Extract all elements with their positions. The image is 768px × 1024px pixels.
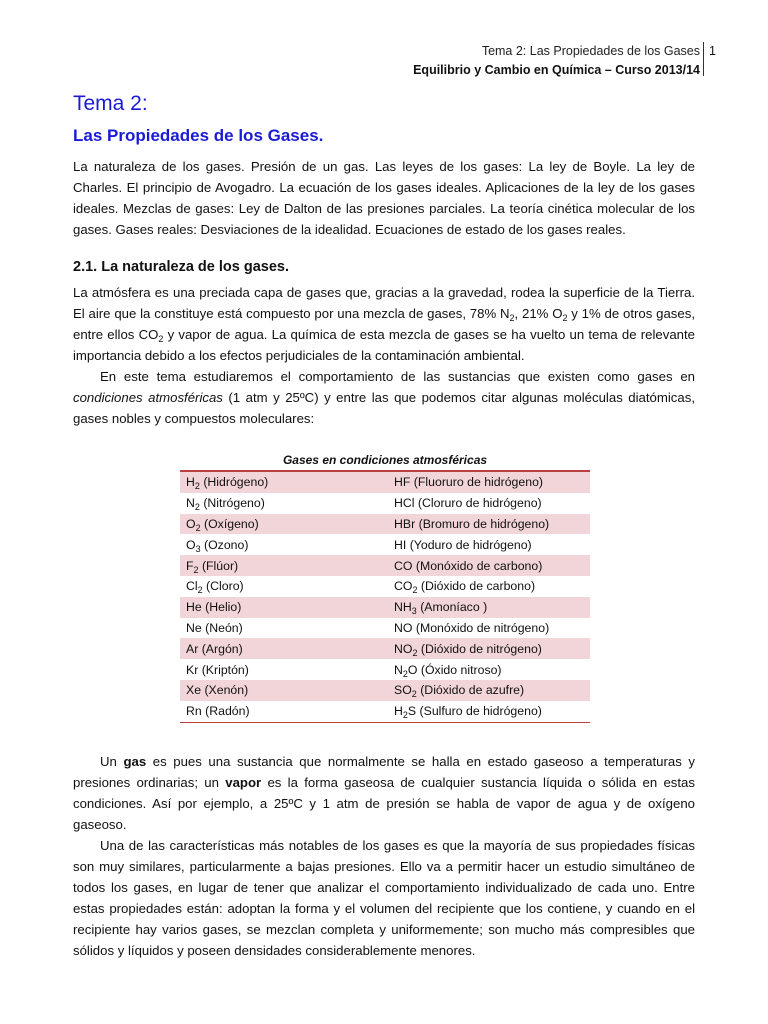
cell-text: NH xyxy=(394,600,412,615)
cell-text: HCl (Cloruro de hidrógeno) xyxy=(394,496,542,511)
header-divider xyxy=(703,42,704,76)
compound-name-cell xyxy=(388,471,590,493)
term-vapor: vapor xyxy=(225,774,262,790)
cell-text: S (Sulfuro de hidrógeno) xyxy=(407,704,542,719)
cell-text: HF (Fluoruro de hidrógeno) xyxy=(394,475,543,490)
cell-text: NO (Monóxido de nitrógeno) xyxy=(394,620,550,635)
subscript: 2 xyxy=(193,564,199,575)
compound-name-cell xyxy=(388,555,590,576)
table-row xyxy=(180,701,590,722)
cell-text: Kr (Kriptón) xyxy=(186,662,249,677)
paragraph-atmosphere xyxy=(73,282,695,366)
compound-name-cell xyxy=(388,534,590,555)
gas-name-cell xyxy=(180,555,388,576)
cell-text: CO xyxy=(394,579,413,594)
gas-name-cell xyxy=(180,471,388,493)
subscript: 2 xyxy=(194,481,200,492)
subscript: 2 xyxy=(411,689,417,700)
subscript: 2 xyxy=(412,647,418,658)
compound-name-cell xyxy=(388,701,590,722)
table-row xyxy=(180,514,590,535)
table-caption: Gases en condiciones atmosféricas xyxy=(282,453,488,467)
table-row xyxy=(180,555,590,576)
subscript: 2 xyxy=(402,710,408,721)
cell-text: N xyxy=(394,662,403,677)
chapter-summary: La naturaleza de los gases. Presión de un gas. Las leyes de los gases: La ley de Boyle. La ley de Charles. El principio de Avogadro. La ecuación de los gases ideales. Aplicaciones de la ley de los gases ideales. Mezclas de gases: Ley de Dalton de las presiones parciales. La teoría cinética molecular de los gases. Gases reales: Desviaciones de la idealidad. Ecuaciones de estado de los gases reales. xyxy=(73,159,695,237)
cell-text: (Dióxido de azufre) xyxy=(416,683,525,698)
term-gas: gas xyxy=(123,753,147,769)
header-text xyxy=(413,42,700,80)
cell-text: O xyxy=(186,537,196,552)
text-run: y vapor de agua. La química de esta mezcla de gases se ha vuelto un tema de relevante importancia debido a los efectos perjudiciales de la contaminación ambiental. xyxy=(73,327,695,363)
compound-name-cell xyxy=(388,514,590,535)
cell-text: CO (Monóxido de carbono) xyxy=(394,558,543,573)
cell-text: H xyxy=(186,475,195,490)
cell-text: (Oxígeno) xyxy=(200,516,259,531)
cell-text: Rn (Radón) xyxy=(186,704,250,719)
table-row xyxy=(180,618,590,639)
compound-name-cell xyxy=(388,493,590,514)
table-row xyxy=(180,471,590,493)
section-heading: 2.1. La naturaleza de los gases. xyxy=(73,259,289,275)
cell-text: Ne (Neón) xyxy=(186,620,243,635)
table-row xyxy=(180,659,590,680)
table-row xyxy=(180,597,590,618)
header-topic: Tema 2: Las Propiedades de los Gases xyxy=(481,44,700,58)
gas-name-cell xyxy=(180,514,388,535)
gas-name-cell xyxy=(180,534,388,555)
gases-table xyxy=(180,470,590,723)
text-run: (1 atm y 25ºC) y entre las que podemos citar algunas moléculas diatómicas, gases nobles y compuestos moleculares: xyxy=(73,390,695,426)
italic-term: condiciones atmosféricas xyxy=(73,390,223,405)
cell-text: Ar (Argón) xyxy=(186,641,243,656)
subscript: 3 xyxy=(411,606,417,617)
table-row xyxy=(180,493,590,514)
gas-name-cell xyxy=(180,638,388,659)
text-run: , 21% O xyxy=(514,306,563,321)
compound-name-cell xyxy=(388,618,590,639)
chapter-subtitle: Las Propiedades de los Gases. xyxy=(73,126,324,145)
subscript: 2 xyxy=(158,334,164,344)
paragraph-conditions xyxy=(73,366,695,429)
cell-text: HI (Yoduro de hidrógeno) xyxy=(394,537,532,552)
cell-text: (Dióxido de carbono) xyxy=(417,579,536,594)
document-body xyxy=(73,90,695,961)
subscript: 2 xyxy=(195,522,201,533)
cell-text: F xyxy=(186,558,194,573)
gas-name-cell xyxy=(180,618,388,639)
gas-name-cell xyxy=(180,576,388,597)
subscript: 2 xyxy=(194,502,200,513)
cell-text: N xyxy=(186,496,195,511)
header-course: Equilibrio y Cambio en Química – Curso 2013/14 xyxy=(413,63,700,77)
cell-text: (Amoníaco ) xyxy=(416,600,488,615)
cell-text: SO xyxy=(394,683,412,698)
paragraph-gas-properties: Una de las características más notables de los gases es que la mayoría de sus propiedades físicas son muy similares, particularmente a bajas presiones. Ello va a permitir hacer un estudio simultáneo de todos los gases, en lugar de tener que analizar el comportamiento individualizado de cada uno. Entre estas propiedades están: adoptan la forma y el volumen del recipiente que los contiene, y cuando en el recipiente hay varios gases, se mezclan completa y uniformemente; son mucho más compresibles que sólidos y líquidos y poseen densidades considerablemente menores. xyxy=(73,837,695,958)
cell-text: O xyxy=(186,516,196,531)
compound-name-cell xyxy=(388,597,590,618)
compound-name-cell xyxy=(388,576,590,597)
text-run: y 1% de otros gases, entre ellos CO xyxy=(73,306,695,342)
subscript: 2 xyxy=(402,668,408,679)
gas-name-cell xyxy=(180,659,388,680)
page-header xyxy=(0,42,768,78)
gases-table-body xyxy=(180,471,590,722)
cell-text: NO xyxy=(394,641,413,656)
subscript: 2 xyxy=(412,585,418,596)
paragraph-gas-definition xyxy=(73,751,695,835)
compound-name-cell xyxy=(388,659,590,680)
cell-text: H xyxy=(394,704,403,719)
table-row xyxy=(180,638,590,659)
cell-text: (Flúor) xyxy=(198,558,239,573)
cell-text: (Dióxido de nitrógeno) xyxy=(417,641,542,656)
table-row xyxy=(180,680,590,701)
subscript: 2 xyxy=(562,313,568,323)
cell-text: (Cloro) xyxy=(202,579,244,594)
cell-text: HBr (Bromuro de hidrógeno) xyxy=(394,516,550,531)
gas-name-cell xyxy=(180,597,388,618)
subscript: 2 xyxy=(509,313,515,323)
page-number: 1 xyxy=(709,44,716,58)
gases-table-container xyxy=(180,451,590,723)
text-run: es la forma gaseosa de cualquier sustancia líquida o sólida en estas condiciones. Así por ejemplo, a 25ºC y 1 atm de presión se habla de vapor de agua y de oxígeno gaseoso. xyxy=(73,774,695,832)
cell-text: Xe (Xenón) xyxy=(186,683,249,698)
gas-name-cell xyxy=(180,493,388,514)
compound-name-cell xyxy=(388,680,590,701)
table-row xyxy=(180,576,590,597)
compound-name-cell xyxy=(388,638,590,659)
cell-text: (Hidrógeno) xyxy=(199,475,269,490)
chapter-title: Tema 2: xyxy=(73,92,148,115)
table-row xyxy=(180,534,590,555)
text-run: es pues una sustancia que normalmente se halla en estado gaseoso a temperaturas y presiones ordinarias; un xyxy=(73,753,695,790)
cell-text: (Nitrógeno) xyxy=(199,496,265,511)
gas-name-cell xyxy=(180,680,388,701)
subscript: 2 xyxy=(197,585,203,596)
text-run: Un xyxy=(100,753,124,769)
text-run: En este tema estudiaremos el comportamiento de las sustancias que existen como gases en xyxy=(100,369,695,384)
cell-text: O (Óxido nitroso) xyxy=(407,662,502,677)
text-run: La atmósfera es una preciada capa de gases que, gracias a la gravedad, rodea la superficie de la Tierra. El aire que la constituye está compuesto por una mezcla de gases, 78% N xyxy=(73,285,695,321)
cell-text: (Ozono) xyxy=(200,537,249,552)
gas-name-cell xyxy=(180,701,388,722)
cell-text: Cl xyxy=(186,579,198,594)
cell-text: He (Helio) xyxy=(186,600,242,615)
subscript: 3 xyxy=(195,543,201,554)
